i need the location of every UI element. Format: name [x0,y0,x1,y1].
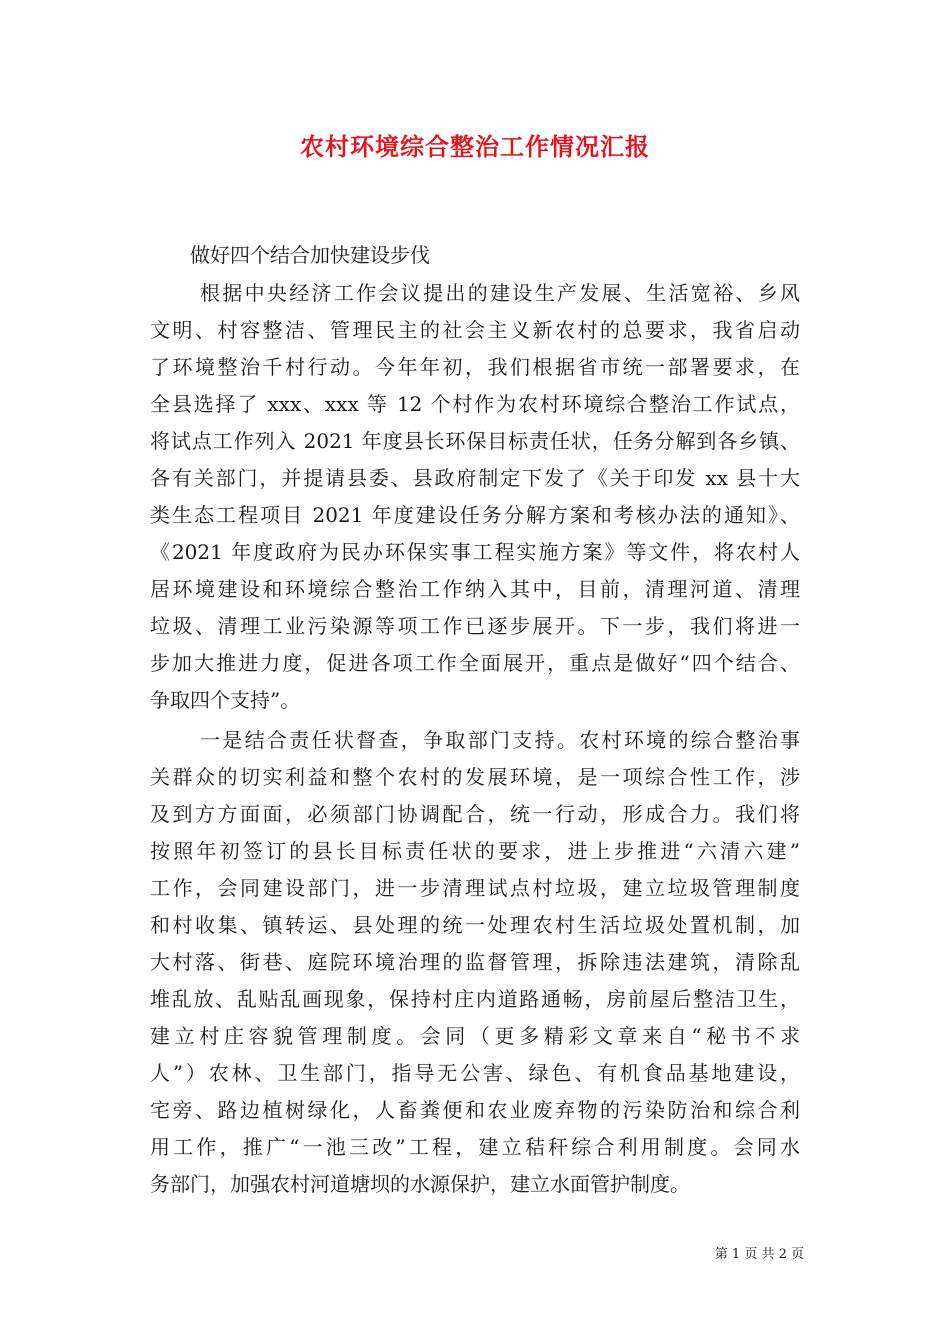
paragraph-2-line: 建立村庄容貌管理制度。会同（更多精彩文章来自“秘书不求 [150,1024,800,1048]
paragraph-2-line: 一是结合责任状督查，争取部门支持。农村环境的综合整治事 [200,728,800,752]
paragraph-1-line: 争取四个支持”。 [150,688,301,712]
paragraph-1-line: 根据中央经济工作会议提出的建设生产发展、生活宽裕、乡风 [200,281,800,305]
document-title: 农村环境综合整治工作情况汇报 [300,132,650,161]
paragraph-1-line: 了环境整治千村行动。今年年初，我们根据省市统一部署要求，在 [150,355,800,379]
paragraph-1-line: 将试点工作列入 2021 年度县长环保目标责任状，任务分解到各乡镇、 [150,429,800,453]
paragraph-2-line: 大村落、街巷、庭院环境治理的监督管理，拆除违法建筑，清除乱 [150,950,800,974]
paragraph-2-line: 堆乱放、乱贴乱画现象，保持村庄内道路通畅，房前屋后整洁卫生， [150,987,800,1011]
paragraph-1-line: 文明、村容整洁、管理民主的社会主义新农村的总要求，我省启动 [150,318,800,342]
paragraph-2-line: 和村收集、镇转运、县处理的统一处理农村生活垃圾处置机制，加 [150,913,800,937]
paragraph-1-line: 垃圾、清理工业污染源等项工作已逐步展开。下一步，我们将进一 [150,614,800,638]
paragraph-2-line: 及到方方面面，必须部门协调配合，统一行动，形成合力。我们将 [150,802,800,826]
paragraph-1-line: 各有关部门，并提请县委、县政府制定下发了《关于印发 xx 县十大 [150,466,800,490]
paragraph-2-line: 宅旁、路边植树绿化，人畜粪便和农业废弃物的污染防治和综合利 [150,1098,800,1122]
page-number: 第 1 页 共 2 页 [714,1247,804,1262]
paragraph-1-line: 全县选择了 xxx、xxx 等 12 个村作为农村环境综合整治工作试点， [150,392,800,416]
paragraph-2-line: 人”）农林、卫生部门，指导无公害、绿色、有机食品基地建设， [150,1061,800,1085]
paragraph-2-line: 关群众的切实利益和整个农村的发展环境，是一项综合性工作，涉 [150,765,800,789]
paragraph-2-line: 工作，会同建设部门，进一步清理试点村垃圾，建立垃圾管理制度 [150,876,800,900]
paragraph-1-line: 《2021 年度政府为民办环保实事工程实施方案》等文件，将农村人 [150,540,800,564]
section-subheading: 做好四个结合加快建设步伐 [190,243,430,267]
paragraph-1-line: 步加大推进力度，促进各项工作全面展开，重点是做好“四个结合、 [150,651,800,675]
paragraph-2-line: 务部门，加强农村河道塘坝的水源保护，建立水面管护制度。 [150,1172,690,1196]
paragraph-2-line: 按照年初签订的县长目标责任状的要求，进上步推进“六清六建” [150,839,800,863]
paragraph-1-line: 类生态工程项目 2021 年度建设任务分解方案和考核办法的通知》、 [150,503,800,527]
paragraph-1-line: 居环境建设和环境综合整治工作纳入其中，目前，清理河道、清理 [150,577,800,601]
paragraph-2-line: 用工作，推广“一池三改”工程，建立秸秆综合利用制度。会同水 [150,1135,800,1159]
